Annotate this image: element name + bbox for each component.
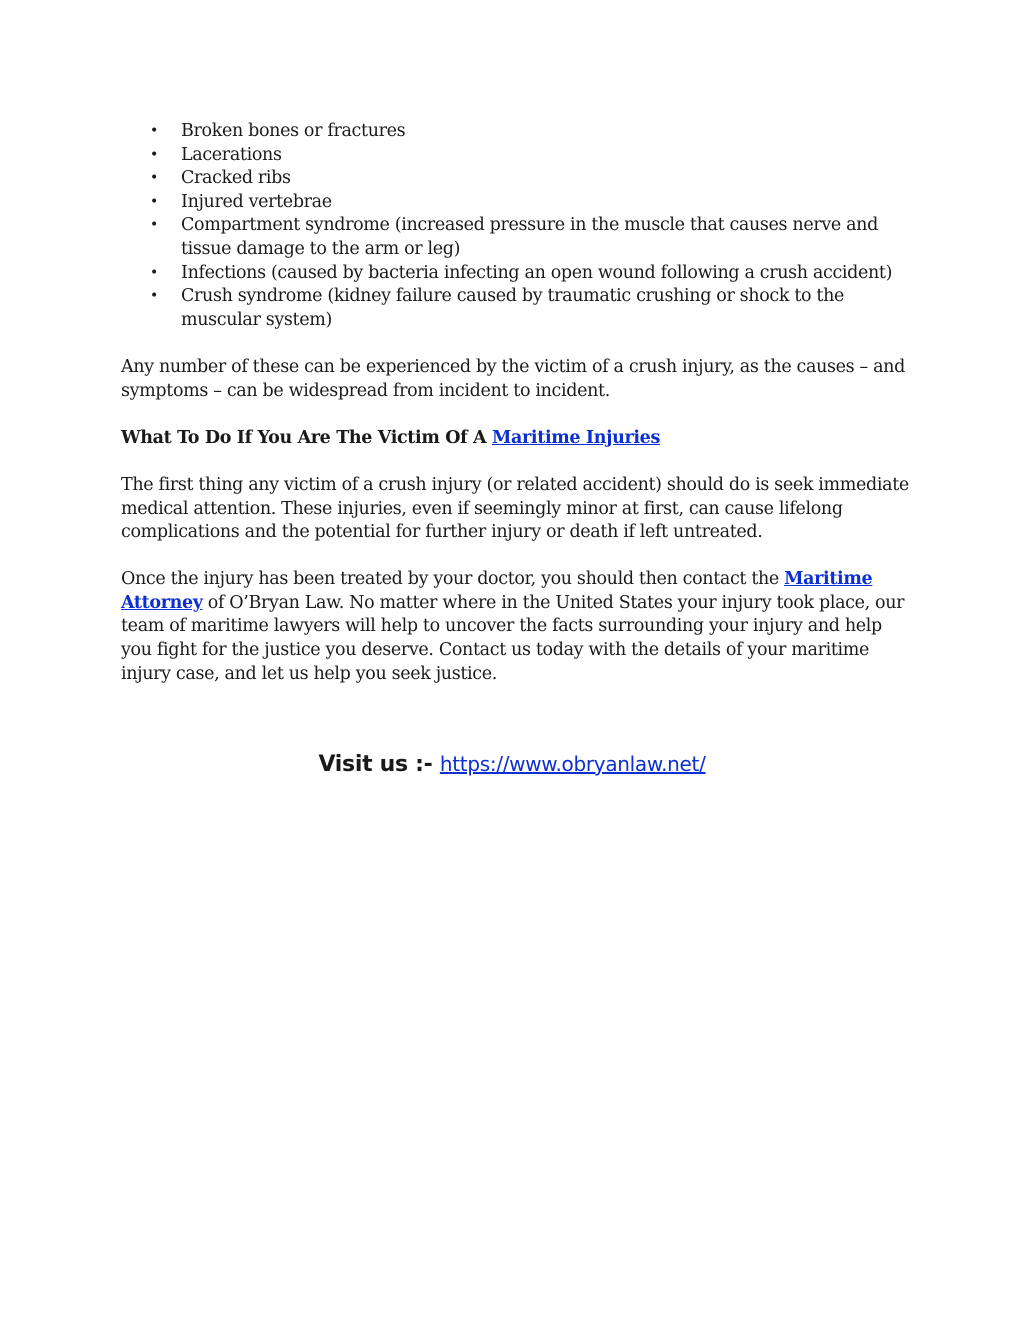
list-item-text: Compartment syndrome (increased pressure in the muscle that causes nerve and tissue damage to the arm or leg) — [181, 215, 878, 259]
bullet-icon: • — [150, 123, 158, 139]
bullet-icon: • — [150, 170, 158, 187]
heading-text: What To Do If You Are The Victim Of A — [121, 427, 493, 448]
document-body — [121, 120, 911, 686]
section-heading — [121, 427, 911, 451]
list-item — [121, 144, 911, 168]
list-item — [121, 214, 911, 261]
bullet-icon: • — [150, 217, 158, 234]
injury-list — [121, 120, 911, 332]
paragraph-contact-text-start: Once the injury has been treated by your doctor, you should then contact the — [121, 569, 785, 590]
list-item-text: Lacerations — [181, 144, 282, 165]
list-item — [121, 120, 911, 144]
website-link[interactable]: https://www.obryanlaw.net/ — [439, 752, 706, 776]
visit-us-label: Visit us :- — [318, 752, 440, 777]
bullet-icon: • — [150, 146, 158, 163]
maritime-attorney-link[interactable]: Maritime Attorney — [121, 569, 873, 613]
paragraph-medical-attention: The first thing any victim of a crush injury (or related accident) should do is seek immediate medical attention. These injuries, even if seemingly minor at first, can cause lifelong complications and the potential for further injury or death if left untreated. — [121, 474, 909, 543]
bullet-icon: • — [150, 193, 158, 210]
paragraph-contact-text-end: of O’Bryan Law. No matter where in the United States your injury took place, our team of maritime lawyers will help to uncover the facts surrounding your injury and help you fight for the justice you deserve. Contact us today with the details of your maritime injury case, and let us help you seek justice. — [121, 592, 905, 684]
maritime-injuries-link[interactable]: Maritime Injuries — [492, 427, 660, 448]
list-item-text: Cracked ribs — [181, 168, 291, 189]
list-item-text: Infections (caused by bacteria infecting an open wound following a crush accident) — [181, 262, 893, 283]
bullet-icon: • — [150, 264, 158, 281]
list-item-text: Crush syndrome (kidney failure caused by traumatic crushing or shock to the muscular system) — [181, 286, 845, 330]
visit-us-line — [0, 752, 1024, 777]
list-item — [121, 191, 911, 215]
list-item-text: Broken bones or fractures — [181, 121, 406, 141]
list-item-text: Injured vertebrae — [181, 191, 332, 212]
list-item — [121, 262, 911, 286]
list-item — [121, 285, 911, 332]
list-item — [121, 167, 911, 191]
bullet-icon: • — [150, 288, 158, 305]
paragraph-contact — [121, 568, 911, 686]
paragraph-causes: Any number of these can be experienced by the victim of a crush injury, as the causes – and symptoms – can be widespread from incident to incident. — [121, 356, 905, 401]
